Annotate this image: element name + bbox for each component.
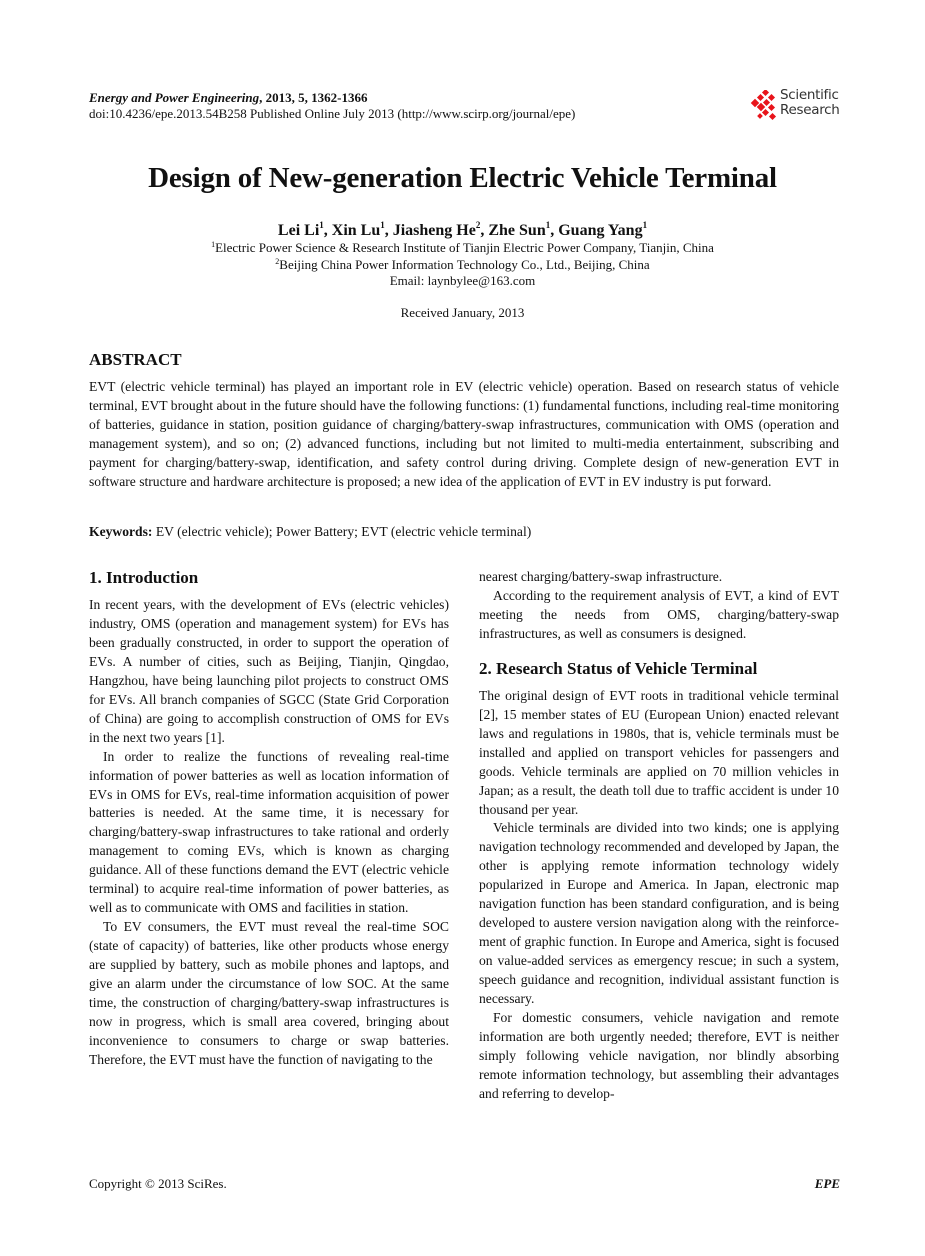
paragraph: Vehicle terminals are divided into two kinds; one is applying navigation technology recommended and developed by Japan, the other is applying remote information technology widely popularized in Europe and America. In Japan, electronic map navigation function has been standard configuration, and is being developed to austere version navigation along with the reinforcement of graphic function. In Europe and America, sight is focused on value-added services as emergency rescue; in such a system, speech guidance and recognition, individual assistant function is necessary. [479, 820, 839, 1007]
author-email: Email: laynbylee@163.com [389, 273, 536, 288]
journal-abbreviation: EPE [814, 1176, 840, 1191]
section-heading-research-status: 2. Research Status of Vehicle Terminal [479, 658, 758, 678]
received-date: Received January, 2013 [400, 305, 525, 320]
author-affiliation-mark: 1 [380, 220, 385, 230]
abstract-text: EVT (electric vehicle terminal) has played an important role in EV (electric vehicle) operation. Based on research status of vehicle terminal, EVT brought about in the future should have the following functions: (1) fundamental functions, including real-time monitoring of batteries, guidance in station, position guidance of charging/battery-swap infrastructures, communication with OMS (operation and management system), and so on; (2) advanced functions, including but not limited to multi-media entertainment, subscribing and payment for charging/battery-swap, identification, and safety control during driving. Complete design of new-generation EVT in software structure and hardware architecture is proposed; a new idea of the application of EVT in EV industry is put forward. [89, 379, 839, 489]
journal-volume-pages: , 2013, 5, 1362-1366 [259, 90, 368, 105]
journal-citation [89, 90, 367, 106]
journal-name: Energy and Power Engineering [89, 90, 260, 105]
scientific-research-logo-icon [750, 90, 780, 122]
keywords [89, 523, 839, 541]
author-list: Lei Li$^1$, Xin Lu$^1$, Jiasheng He$^2$, Zhe Sun$^1$, Guang Yang$^1$ [277, 220, 648, 239]
doi-line: doi:10.4236/epe.2013.54B258 Published Online July 2013 (http://www.scirp.org/journal/epe) [89, 106, 576, 121]
author-name: Guang Yang [558, 222, 643, 239]
logo-text [780, 88, 840, 118]
paragraph: To EV consumers, the EVT must reveal the real-time SOC (state of capacity) of batteries, like other products whose energy are supplied by battery, such as mobile phones and laptops, and give an alarm under the circumstance of low SOC. At the same time, the construction of charging/battery-swap infrastructures is now in progress, which is small area covered, bringing about inconvenience to consumers to charge or swap batteries. Therefore, the EVT must have the function of navigating to the [89, 919, 449, 1067]
keywords-label: Keywords: [89, 524, 153, 539]
author-affiliation-mark: 2 [475, 220, 481, 230]
paragraph: The original design of EVT roots in traditional vehicle terminal [2], 15 member states of EU (European Union) enacted relevant laws and regulations in 1980s, that is, vehicle terminals must be installed and applied on transport vehicles for passengers and goods. Vehicle terminals are applied on 70 million vehicles in Japan; as a result, the death toll due to traffic accident is under 10 thousand per year. [479, 687, 839, 817]
paragraph: For domestic consumers, vehicle navigation and remote information are both urgently needed; therefore, EVT is neither simply following vehicle navigation, nor blindly absorbing remote information technology, but assembling their advantages and referring to develop- [479, 1010, 839, 1101]
author-affiliation-mark: 1 [319, 220, 324, 230]
keywords-text: EV (electric vehicle); Power Battery; EVT (electric vehicle terminal) [152, 524, 532, 539]
affiliation-text: Electric Power Science & Research Institute of Tianjin Electric Power Company, Tianjin, China [215, 240, 714, 255]
logo-line-2: Research [780, 102, 840, 118]
logo-line-1: Scientific [780, 87, 839, 103]
abstract-heading: ABSTRACT [89, 350, 182, 369]
paragraph: According to the requirement analysis of EVT, a kind of EVT meeting the needs from OMS, charging/battery-swap infrastructures, as well as consumers is designed. [479, 587, 839, 641]
author-name: Zhe Sun [488, 222, 546, 239]
right-column [479, 568, 839, 1104]
affiliation-mark: 2 [275, 257, 280, 266]
author-name: Jiasheng He [392, 222, 476, 239]
author-name: Xin Lu [331, 222, 381, 239]
section-heading-introduction: 1. Introduction [89, 568, 199, 587]
paper-title: Design of New-generation Electric Vehicle Terminal [148, 162, 777, 194]
paragraph: In recent years, with the development of EVs (electric vehicles) industry, OMS (operation and management system) for EVs has been gradually constructed, in order to support the operation of EVs. A number of cities, such as Beijing, Tianjin, Qingdao, Hangzhou, have being launching pilot projects to construct OMS for EVs. All branch companies of SGCC (State Grid Corporation of China) are going to accomplish construction of OMS for EVs in the next two years [1]. [89, 597, 449, 745]
affiliation-1 [0, 240, 925, 256]
paragraph: In order to realize the functions of revealing real-time information of power batteries as well as location information of EVs in OMS for EVs, real-time information acquisition of power batteries is needed. At the same time, it is necessary for charging/battery-swap infrastructures to take rational and orderly management to coming EVs, which is known as charging guidance. All of these functions demand the EVT (electric vehicle terminal) to acquire real-time information of power batteries, as well as to communicate with OMS and facilities in station. [89, 748, 449, 916]
affiliation-mark: 1 [211, 240, 216, 249]
author-affiliation-mark: 1 [545, 220, 551, 230]
publisher-logo [750, 88, 845, 124]
paragraph-continuation: nearest charging/battery-swap infrastructure. [479, 569, 723, 584]
copyright-notice: Copyright © 2013 SciRes. [89, 1176, 227, 1191]
affiliation-text: Beijing China Power Information Technology Co., Ltd., Beijing, China [279, 257, 650, 272]
left-column [89, 568, 449, 1070]
affiliation-2 [0, 257, 925, 273]
author-affiliation-mark: 1 [642, 220, 648, 230]
author-name: Lei Li [277, 222, 320, 239]
